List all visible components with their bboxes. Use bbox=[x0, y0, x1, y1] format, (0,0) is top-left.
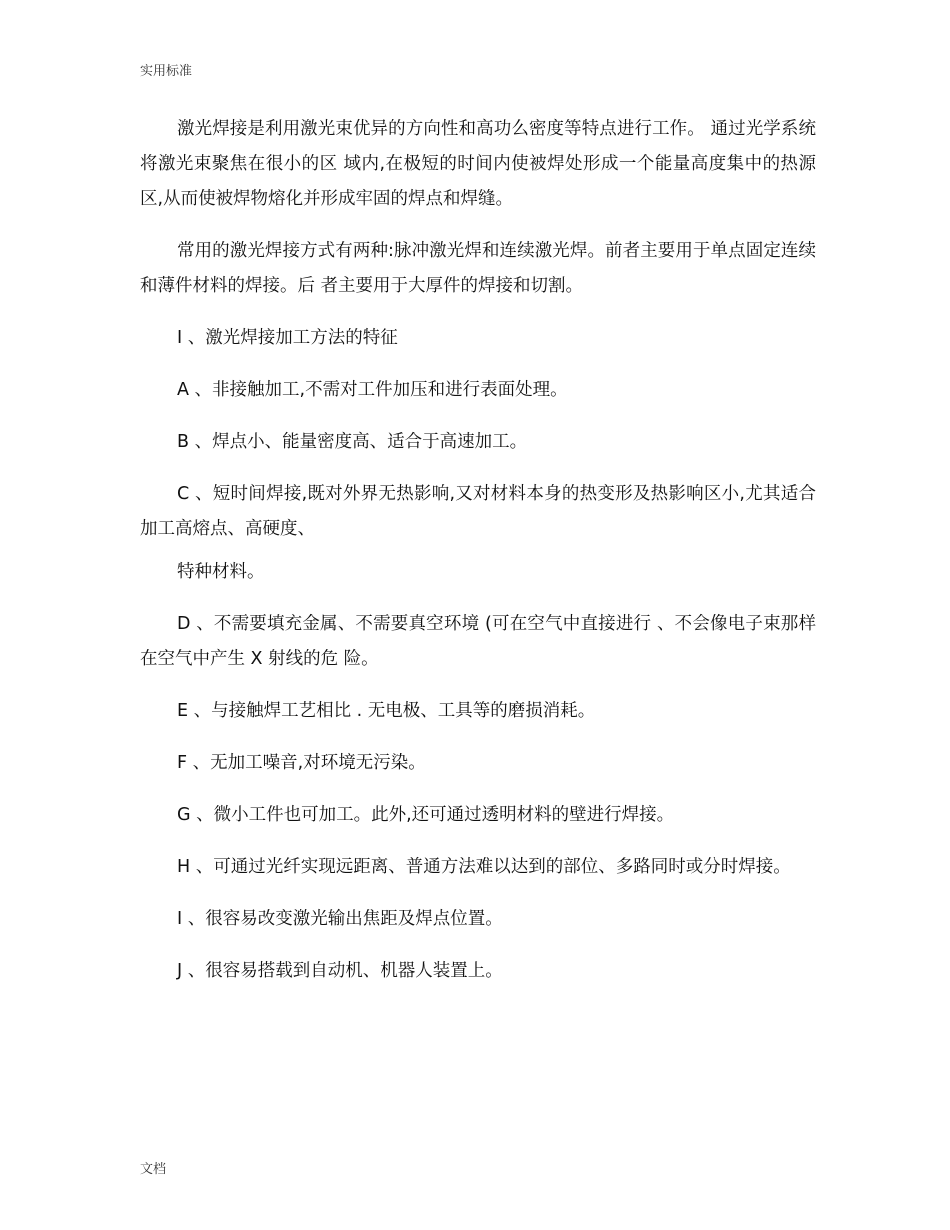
section-heading: I 、激光焊接加工方法的特征 bbox=[177, 328, 398, 348]
list-item-d: D 、不需要填充金属、不需要真空环境 (可在空气中直接进行 、不会像电子束那样在空气中产生 X 射线的危 险。 bbox=[140, 614, 816, 669]
list-item-a: A 、非接触加工,不需对工件加压和进行表面处理。 bbox=[177, 380, 568, 400]
list-item-i: I 、很容易改变激光输出焦距及焊点位置。 bbox=[177, 909, 503, 929]
list-item-f: F 、无加工噪音,对环境无污染。 bbox=[177, 753, 426, 773]
page-header: 实用标准 bbox=[140, 64, 193, 79]
paragraph-methods: 常用的激光焊接方式有两种:脉冲激光焊和连续激光焊。前者主要用于单点固定连续和薄件材料的焊接。后 者主要用于大厚件的焊接和切割。 bbox=[140, 241, 816, 296]
document-body bbox=[140, 112, 816, 1006]
list-item-h: H 、可通过光纤实现远距离、普通方法难以达到的部位、多路同时或分时焊接。 bbox=[177, 857, 791, 877]
paragraph-intro: 激光焊接是利用激光束优异的方向性和高功么密度等特点进行工作。 通过光学系统将激光束聚焦在很小的区 域内,在极短的时间内使被焊处形成一个能量高度集中的热源区,从而使被焊物熔化并形成牢固的焊点和焊缝。 bbox=[140, 119, 816, 209]
list-item-j: J 、很容易搭载到自动机、机器人装置上。 bbox=[177, 961, 503, 981]
page-footer: 文档 bbox=[140, 1162, 167, 1177]
list-item-c: C 、短时间焊接,既对外界无热影响,又对材料本身的热变形及热影响区小,尤其适合加工高熔点、高硬度、 bbox=[140, 484, 816, 539]
list-item-g: G 、微小工件也可加工。此外,还可通过透明材料的壁进行焊接。 bbox=[177, 805, 675, 825]
list-item-e: E 、与接触焊工艺相比 . 无电极、工具等的磨损消耗。 bbox=[177, 701, 596, 721]
list-item-b: B 、焊点小、能量密度高、适合于高速加工。 bbox=[177, 432, 528, 452]
list-item-c-continued: 特种材料。 bbox=[177, 562, 265, 582]
